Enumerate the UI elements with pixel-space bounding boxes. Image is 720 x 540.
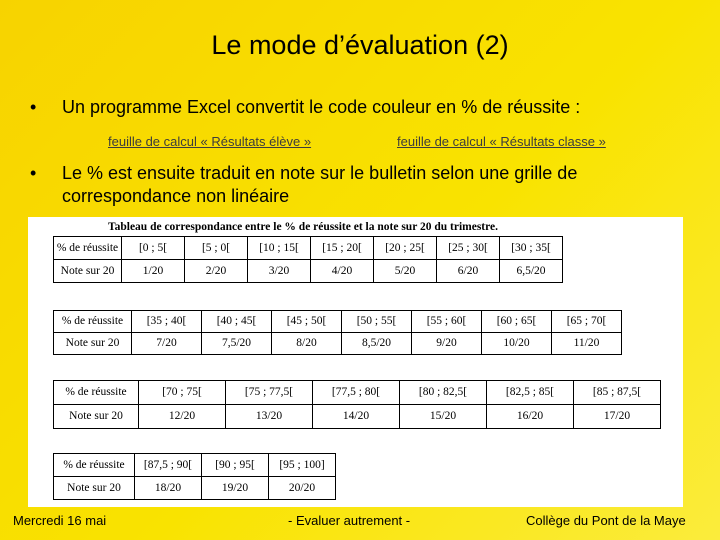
correspondence-table	[53, 236, 563, 283]
row-label-note: Note sur 20	[54, 260, 122, 283]
range-cell: [90 ; 95[	[202, 454, 269, 477]
correspondence-image	[28, 217, 683, 507]
note-cell: 15/20	[400, 405, 487, 429]
note-cell: 20/20	[269, 477, 336, 500]
range-cell: [25 ; 30[	[437, 237, 500, 260]
bullet-item	[30, 96, 690, 119]
range-cell: [65 ; 70[	[552, 311, 622, 333]
link-resultats-eleve[interactable]: feuille de calcul « Résultats élève »	[108, 134, 312, 149]
range-cell: [45 ; 50[	[272, 311, 342, 333]
note-cell: 8/20	[272, 333, 342, 355]
link-resultats-classe[interactable]: feuille de calcul « Résultats classe »	[397, 134, 606, 149]
range-cell: [95 ; 100]	[269, 454, 336, 477]
note-cell: 7,5/20	[202, 333, 272, 355]
note-cell: 4/20	[311, 260, 374, 283]
correspondence-table	[53, 310, 622, 355]
footer-date: Mercredi 16 mai	[13, 513, 107, 528]
note-cell: 3/20	[248, 260, 311, 283]
range-cell: [10 ; 15[	[248, 237, 311, 260]
footer-center: - Evaluer autrement -	[288, 513, 411, 528]
bullet-text: Le % est ensuite traduit en note sur le bulletin selon une grille de correspondance non linéaire	[62, 163, 578, 206]
range-cell: [87,5 ; 90[	[135, 454, 202, 477]
note-cell: 6/20	[437, 260, 500, 283]
note-cell: 10/20	[482, 333, 552, 355]
range-cell: [40 ; 45[	[202, 311, 272, 333]
slide-title: Le mode d’évaluation (2)	[211, 30, 509, 60]
row-label-note: Note sur 20	[54, 477, 135, 500]
note-cell: 19/20	[202, 477, 269, 500]
range-cell: [15 ; 20[	[311, 237, 374, 260]
range-cell: [20 ; 25[	[374, 237, 437, 260]
note-cell: 12/20	[139, 405, 226, 429]
note-cell: 14/20	[313, 405, 400, 429]
row-label-pct: % de réussite	[54, 237, 122, 260]
correspondence-table	[53, 380, 661, 429]
range-cell: [50 ; 55[	[342, 311, 412, 333]
row-label-pct: % de réussite	[54, 311, 132, 333]
note-cell: 9/20	[412, 333, 482, 355]
bullet-icon: •	[30, 163, 37, 183]
note-cell: 11/20	[552, 333, 622, 355]
bullet-icon: •	[30, 97, 37, 117]
note-cell: 17/20	[574, 405, 661, 429]
note-cell: 6,5/20	[500, 260, 563, 283]
note-cell: 18/20	[135, 477, 202, 500]
range-cell: [85 ; 87,5[	[574, 381, 661, 405]
range-cell: [80 ; 82,5[	[400, 381, 487, 405]
note-cell: 8,5/20	[342, 333, 412, 355]
row-label-pct: % de réussite	[54, 454, 135, 477]
bullet-text: Un programme Excel convertit le code couleur en % de réussite :	[62, 97, 581, 117]
correspondence-title: Tableau de correspondance entre le % de réussite et la note sur 20 du trimestre.	[108, 221, 499, 233]
correspondence-table	[53, 453, 336, 500]
note-cell: 2/20	[185, 260, 248, 283]
range-cell: [82,5 ; 85[	[487, 381, 574, 405]
range-cell: [0 ; 5[	[122, 237, 185, 260]
range-cell: [75 ; 77,5[	[226, 381, 313, 405]
bullet-item	[30, 162, 680, 208]
note-cell: 13/20	[226, 405, 313, 429]
row-label-note: Note sur 20	[54, 405, 139, 429]
row-label-pct: % de réussite	[54, 381, 139, 405]
range-cell: [60 ; 65[	[482, 311, 552, 333]
note-cell: 16/20	[487, 405, 574, 429]
range-cell: [30 ; 35[	[500, 237, 563, 260]
range-cell: [70 ; 75[	[139, 381, 226, 405]
row-label-note: Note sur 20	[54, 333, 132, 355]
range-cell: [55 ; 60[	[412, 311, 482, 333]
note-cell: 5/20	[374, 260, 437, 283]
range-cell: [77,5 ; 80[	[313, 381, 400, 405]
range-cell: [35 ; 40[	[132, 311, 202, 333]
footer-school: Collège du Pont de la Maye	[526, 513, 686, 528]
note-cell: 1/20	[122, 260, 185, 283]
range-cell: [5 ; 0[	[185, 237, 248, 260]
note-cell: 7/20	[132, 333, 202, 355]
